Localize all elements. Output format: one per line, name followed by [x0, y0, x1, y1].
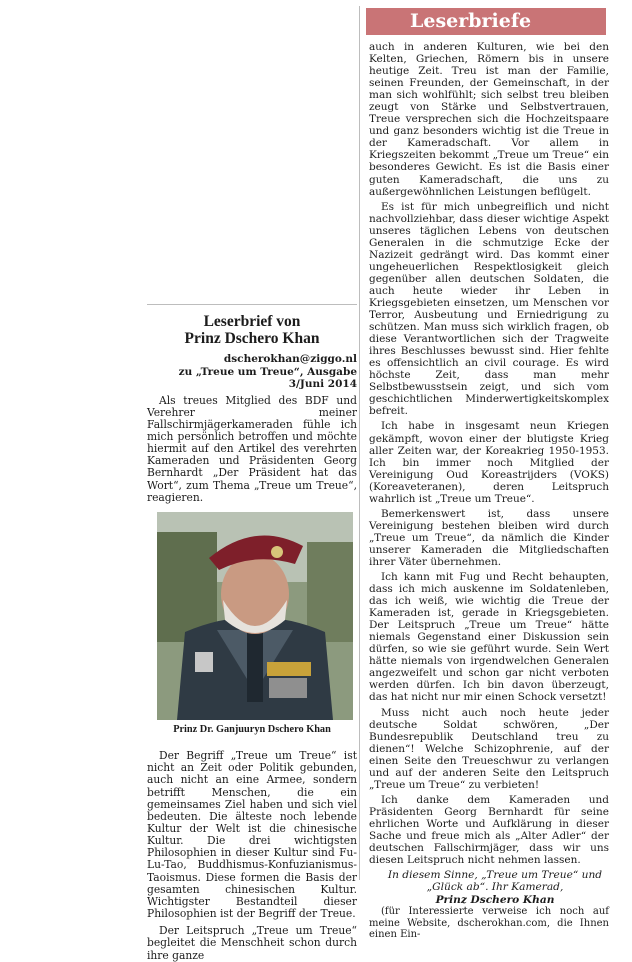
photo-caption: Prinz Dr. Ganjuuryn Dschero Khan	[173, 723, 331, 735]
letter-paragraph: Der Leitspruch „Treue um Treue“ begleitet die Menschheit schon durch ihre ganze	[147, 924, 357, 962]
section-title: Leserbriefe	[410, 10, 532, 32]
letter-right-column	[369, 41, 609, 941]
letter-headline	[147, 313, 357, 347]
article-reference: zu „Treue um Treue“, Ausgabe 3/Juni 2014	[178, 365, 357, 390]
author-email: dscherokhan@ziggo.nl	[223, 353, 357, 365]
letter-paragraph: Ich danke dem Kameraden und Präsidenten Georg Bernhardt für seine ehrlichen Worte und Aufklärung in dieser Sache und freue mich als „Alter Adler“ der deutschen Fallschirmjäger, dass wir uns diesen Leitspruch nicht nehmen lassen.	[369, 793, 609, 867]
headline-rule	[147, 304, 357, 305]
signoff-name: Prinz Dschero Khan	[435, 893, 555, 906]
letter-paragraph: Der Begriff „Treue um Treue“ ist nicht an Zeit oder Politik gebunden, auch nicht an eine Armee, sondern betrifft Menschen, die ein gemeinsames Ziel haben und sich viel bedeuten. Die älteste noch lebende Kultur der Welt ist die chinesische Kultur. Die drei wichtigsten Philosophien in dieser Kultur sind Fu-Lu-Tao, Buddhismus-Konfuzianismus-Taoismus. Diese formen die Basis der gesamten chinesischen Kultur. Wichtigster Bestandteil dieser Philosophien ist der Begriff der Treue.	[147, 749, 357, 921]
section-header	[366, 8, 606, 35]
letter-signoff	[369, 869, 609, 906]
letter-paragraph: Als treues Mitglied des BDF und Verehrer meiner Fallschirmjägerkameraden fühle ich mich persönlich betroffen und möchte hiermit auf den Artikel des verehrten Kameraden und Präsidenten Georg Bernhardt „Der Präsident hat das Wort“, zum Thema „Treue um Treue“, reagieren.	[147, 393, 357, 504]
column-divider	[359, 6, 360, 880]
letter-paragraph: Bemerkenswert ist, dass unsere Vereinigung bestehen bleiben wird durch „Treue um Treue“, da nämlich die Kinder unserer Kameraden die Mitgliedschaften ihrer Väter übernehmen.	[369, 507, 609, 568]
signoff-line-2: „Glück ab“. Ihr Kamerad,	[426, 881, 564, 894]
letter-paragraph: auch in anderen Kulturen, wie bei den Kelten, Griechen, Römern bis in unsere heutige Zeit. Treu ist man der Familie, seinen Freunden, der Gemeinschaft, in der man sich wohlfühlt; sich selbst treu bleiben zeugt von Stärke und Selbstvertrauen, Treue versprechen sich die Hochzeitspaare und ganz besonders wichtig ist die Treue in der Kameradschaft. Vor allem in Kriegszeiten bekommt „Treue um Treue“ ein besonderes Gewicht. Es ist die Basis einer guten Kameradschaft, die uns zu außergewöhnlichen Leistungen beflügelt.	[369, 41, 609, 198]
letter-left-column	[147, 298, 357, 962]
letter-footnote: (für Interessierte verweise ich noch auf meine Website, dscherokhan.com, die Ihnen einen Ein-	[369, 905, 609, 941]
letter-paragraph: Es ist für mich unbegreiflich und nicht nachvollziehbar, dass dieser wichtige Aspekt unseres täglichen Lebens von deutschen Generalen in die schmutzige Ecke der Nazizeit gedrängt wird. Das kommt einer ungeheuerlichen Respektlosigkeit gleich gegenüber allen deutschen Soldaten, die auch heute wieder ihr Leben in Kriegsgebieten einsetzen, um Menschen vor Terror, Ausbeutung und Erniedrigung zu schützen. Man muss sich wirklich fragen, ob diese Verantwortlichen sich der Tragweite ihres Beschlusses bewusst sind. Hier fehlte es offensichtlich an civil courage. Es wird höchste Zeit, dass man mehr Selbstbewusstsein zeigt, und sich vom geschichtlichen Minderwertigkeitskomplex befreit.	[369, 200, 609, 418]
letter-paragraph: Muss nicht auch noch heute jeder deutsche Soldat schwören, „Der Bundesrepublik Deutschland treu zu dienen“! Welche Schizophrenie, auf der einen Seite den Treueschwur zu verlangen und auf der anderen Seite den Leitspruch „Treue um Treue“ zu verbieten!	[369, 706, 609, 791]
letter-paragraph: Ich habe in insgesamt neun Kriegen gekämpft, wovon einer der blutigste Krieg aller Zeiten war, der Koreakrieg 1950-1953. Ich bin immer noch Mitglied der Vereinigung Oud Koreastrijders (VOKS) (Koreaveteranen), deren Leitspruch wahrlich ist „Treue um Treue“.	[369, 420, 609, 505]
signoff-line-1: In diesem Sinne, „Treue um Treue“ und	[387, 869, 603, 882]
author-photo	[157, 512, 353, 720]
headline-line-1: Leserbrief von	[203, 313, 301, 330]
headline-line-2: Prinz Dschero Khan	[184, 330, 320, 347]
letter-paragraph: Ich kann mit Fug und Recht behaupten, dass ich mich auskenne im Soldatenleben, das ich weiß, wie wichtig die Treue der Kameraden ist, gerade in Kriegsgebieten. Der Leitspruch „Treue um Treue“ hätte niemals Gegenstand einer Diskussion sein dürfen, so wie sie geführt wurde. Sein Wert hätte niemals von irgendwelchen Generalen angezweifelt und schon gar nicht verboten werden dürfen. Ich bin davon überzeugt, das hat nicht nur mir einen Schock versetzt!	[369, 571, 609, 704]
